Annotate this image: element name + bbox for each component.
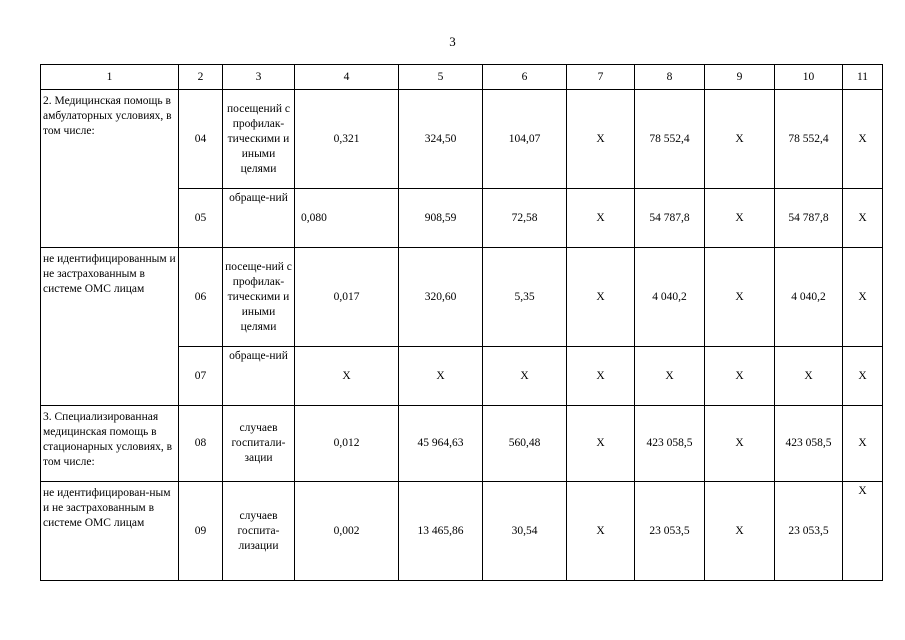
value-cell: 78 552,4 — [775, 90, 843, 189]
unit-cell: посещений с профилак-тическими и иными целями — [223, 90, 295, 189]
value-cell: 0,017 — [295, 248, 399, 347]
value-cell: 13 465,86 — [399, 482, 483, 581]
header-cell: 8 — [635, 65, 705, 90]
value-cell: X — [567, 90, 635, 189]
value-cell: X — [843, 406, 883, 482]
value-cell: X — [567, 248, 635, 347]
header-cell: 4 — [295, 65, 399, 90]
value-cell: 423 058,5 — [775, 406, 843, 482]
table-row — [41, 248, 883, 347]
table-row — [41, 90, 883, 189]
value-cell: X — [705, 248, 775, 347]
value-cell: 104,07 — [483, 90, 567, 189]
value-cell: X — [705, 406, 775, 482]
value-cell: 5,35 — [483, 248, 567, 347]
value-cell: 320,60 — [399, 248, 483, 347]
value-cell: 908,59 — [399, 189, 483, 248]
header-cell: 2 — [179, 65, 223, 90]
value-cell: 560,48 — [483, 406, 567, 482]
value-cell: X — [705, 347, 775, 406]
value-cell: X — [635, 347, 705, 406]
unit-cell: обраще-ний — [223, 347, 295, 406]
unit-cell: посеще-ний с профилак-тическими и иными целями — [223, 248, 295, 347]
value-cell: X — [843, 248, 883, 347]
value-cell: X — [399, 347, 483, 406]
value-cell: X — [705, 482, 775, 581]
value-cell: X — [567, 347, 635, 406]
header-cell: 10 — [775, 65, 843, 90]
row-code: 09 — [179, 482, 223, 581]
value-cell: 45 964,63 — [399, 406, 483, 482]
row-code: 04 — [179, 90, 223, 189]
header-cell: 7 — [567, 65, 635, 90]
value-cell: 324,50 — [399, 90, 483, 189]
value-cell: 78 552,4 — [635, 90, 705, 189]
value-cell: X — [705, 90, 775, 189]
group-label: не идентифицирован-ным и не застрахованным в системе ОМС лицам — [41, 482, 179, 581]
value-cell: X — [567, 406, 635, 482]
value-cell: X — [843, 347, 883, 406]
value-cell: 72,58 — [483, 189, 567, 248]
unit-cell: обраще-ний — [223, 189, 295, 248]
value-cell: X — [843, 90, 883, 189]
unit-cell: случаев госпита-лизации — [223, 482, 295, 581]
value-cell: 54 787,8 — [775, 189, 843, 248]
table-row — [41, 482, 883, 581]
header-cell: 1 — [41, 65, 179, 90]
header-cell: 9 — [705, 65, 775, 90]
header-cell: 11 — [843, 65, 883, 90]
row-code: 05 — [179, 189, 223, 248]
page-number: 3 — [449, 34, 456, 49]
value-cell: 23 053,5 — [635, 482, 705, 581]
unit-cell: случаев госпитали-зации — [223, 406, 295, 482]
value-cell: X — [843, 482, 883, 581]
row-code: 08 — [179, 406, 223, 482]
value-cell: X — [483, 347, 567, 406]
value-cell: X — [775, 347, 843, 406]
value-cell: X — [843, 189, 883, 248]
value-cell: 0,012 — [295, 406, 399, 482]
row-code: 06 — [179, 248, 223, 347]
value-cell: 54 787,8 — [635, 189, 705, 248]
header-cell: 6 — [483, 65, 567, 90]
group-label: не идентифицированным и не застрахованным в системе ОМС лицам — [41, 248, 179, 406]
value-cell: X — [705, 189, 775, 248]
value-cell: X — [567, 482, 635, 581]
header-row — [41, 65, 883, 90]
row-code: 07 — [179, 347, 223, 406]
value-cell: 30,54 — [483, 482, 567, 581]
value-cell: X — [567, 189, 635, 248]
value-cell: 0,321 — [295, 90, 399, 189]
group-label: 3. Специализированная медицинская помощь в стационарных условиях, в том числе: — [41, 406, 179, 482]
header-cell: 5 — [399, 65, 483, 90]
data-table — [40, 64, 883, 581]
group-label: 2. Медицинская помощь в амбулаторных условиях, в том числе: — [41, 90, 179, 248]
value-cell: 0,080 — [295, 189, 399, 248]
value-cell: 423 058,5 — [635, 406, 705, 482]
header-cell: 3 — [223, 65, 295, 90]
value-cell: 4 040,2 — [635, 248, 705, 347]
value-cell: 4 040,2 — [775, 248, 843, 347]
value-cell: X — [295, 347, 399, 406]
value-cell: 0,002 — [295, 482, 399, 581]
value-cell: 23 053,5 — [775, 482, 843, 581]
table-row — [41, 406, 883, 482]
